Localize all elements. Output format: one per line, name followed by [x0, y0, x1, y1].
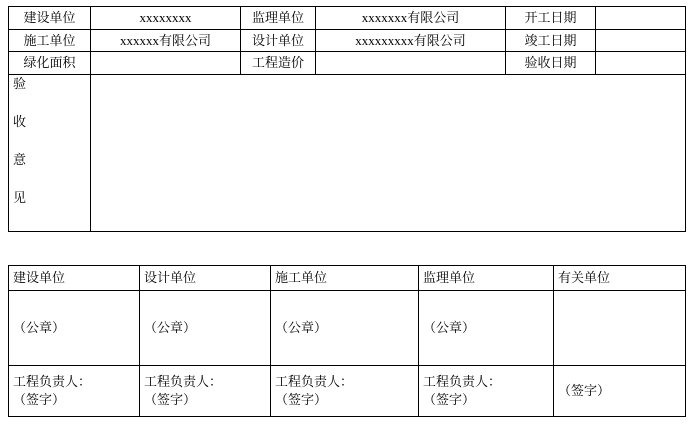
cell-design-unit-label: 设计单位 [241, 29, 316, 52]
sig-person-signature: （签字） [558, 383, 611, 399]
cell-contractor-unit-label: 施工单位 [9, 29, 91, 52]
table-row [9, 29, 686, 52]
acceptance-opinion-label [9, 74, 91, 231]
cell-completion-date-label: 竣工日期 [506, 29, 596, 52]
opinion-label-char-4: 见 [13, 189, 28, 205]
acceptance-opinion-row [9, 74, 686, 231]
cell-green-area-label: 绿化面积 [9, 52, 91, 75]
sig-header-contractor-unit: 施工单位 [271, 266, 419, 291]
opinion-label-char-3: 意 [13, 151, 28, 167]
sig-seal-construction-unit[interactable]: （公章） [9, 291, 140, 366]
sig-seal-supervision-unit[interactable]: （公章） [419, 291, 554, 366]
sig-person-construction-unit[interactable] [9, 366, 140, 417]
sig-person-design-unit[interactable] [140, 366, 271, 417]
opinion-label-char-1: 验 [13, 75, 28, 91]
acceptance-opinion-content[interactable] [91, 74, 686, 231]
sig-person-signature: （签字） [423, 392, 476, 407]
cell-project-cost-label: 工程造价 [241, 52, 316, 75]
sig-person-signature: （签字） [13, 392, 66, 407]
sig-header-construction-unit: 建设单位 [9, 266, 140, 291]
cell-green-area-value[interactable] [91, 52, 241, 75]
sig-person-title: 工程负责人： [144, 374, 223, 390]
sig-header-supervision-unit: 监理单位 [419, 266, 554, 291]
cell-start-date-label: 开工日期 [506, 7, 596, 30]
cell-contractor-unit-value[interactable]: xxxxxx有限公司 [91, 29, 241, 52]
sig-header-design-unit: 设计单位 [140, 266, 271, 291]
cell-supervision-unit-label: 监理单位 [241, 7, 316, 30]
acceptance-form-table [8, 6, 686, 232]
sig-person-contractor-unit[interactable] [271, 366, 419, 417]
sig-person-title: 工程负责人： [13, 374, 92, 390]
table-row [9, 52, 686, 75]
sig-seal-design-unit[interactable]: （公章） [140, 291, 271, 366]
sig-person-supervision-unit[interactable] [419, 366, 554, 417]
sig-header-related-unit: 有关单位 [554, 266, 686, 291]
signature-person-row [9, 366, 686, 417]
cell-project-cost-value[interactable] [316, 52, 506, 75]
signature-header-row [9, 266, 686, 291]
cell-acceptance-date-label: 验收日期 [506, 52, 596, 75]
cell-acceptance-date-value[interactable] [596, 52, 686, 75]
sig-person-title: 工程负责人： [423, 374, 502, 390]
cell-design-unit-value[interactable]: xxxxxxxxx有限公司 [316, 29, 506, 52]
signature-seal-row [9, 291, 686, 366]
signature-table [8, 265, 686, 417]
cell-construction-unit-label: 建设单位 [9, 7, 91, 30]
cell-start-date-value[interactable] [596, 7, 686, 30]
sig-person-signature: （签字） [275, 392, 328, 407]
cell-construction-unit-value[interactable]: xxxxxxxx [91, 7, 241, 30]
sig-person-signature: （签字） [144, 392, 197, 407]
sig-seal-contractor-unit[interactable]: （公章） [271, 291, 419, 366]
sig-seal-related-unit[interactable] [554, 291, 686, 366]
cell-completion-date-value[interactable] [596, 29, 686, 52]
opinion-label-char-2: 收 [13, 113, 28, 129]
cell-supervision-unit-value[interactable]: xxxxxxx有限公司 [316, 7, 506, 30]
sig-person-title: 工程负责人： [275, 374, 354, 390]
table-row [9, 7, 686, 30]
vertical-label-stack [13, 77, 86, 204]
sig-person-related-unit[interactable] [554, 366, 686, 417]
